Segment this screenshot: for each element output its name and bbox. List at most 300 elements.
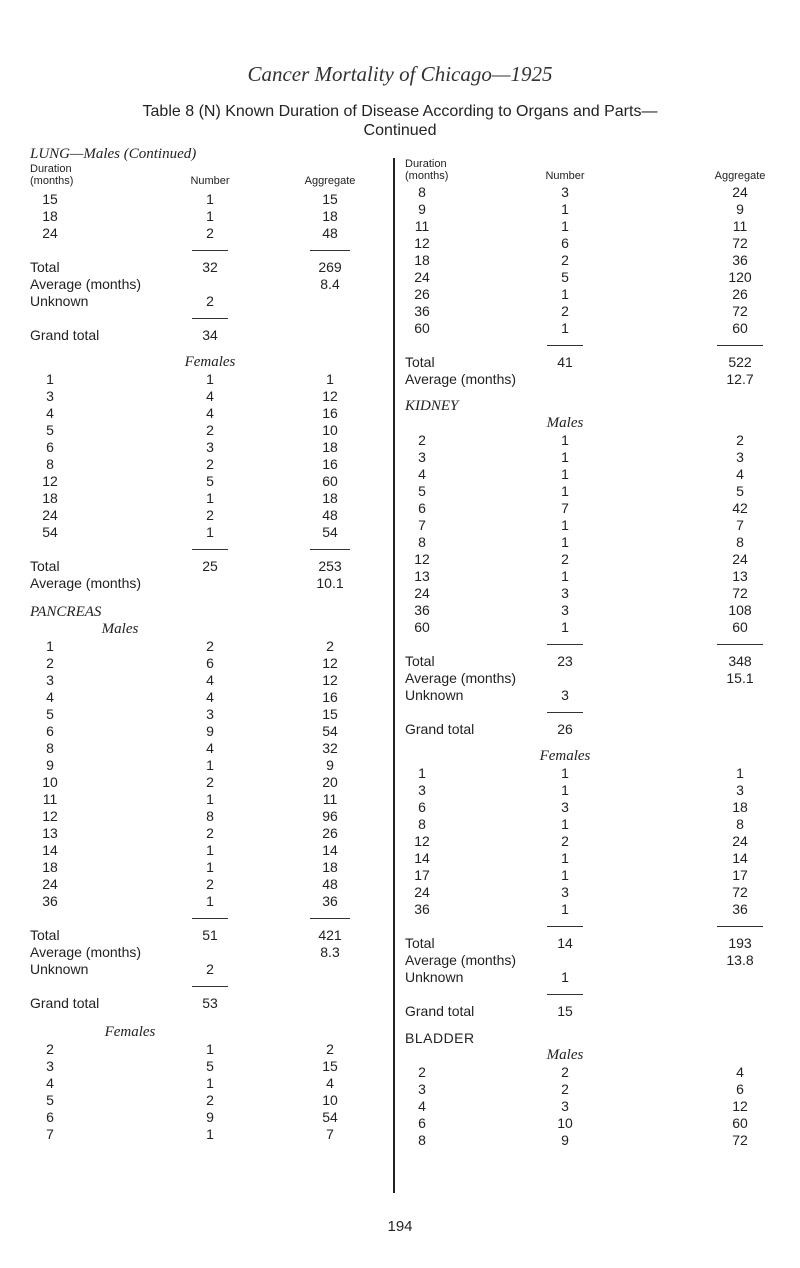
table-cell: 23 (557, 653, 573, 669)
table-cell: 72 (732, 303, 748, 319)
table-cell: 3 (418, 782, 426, 798)
table-cell: Total (30, 927, 60, 943)
table-cell: 8 (418, 534, 426, 550)
table-cell: 3 (418, 1081, 426, 1097)
lung-continued-rows (395, 184, 790, 337)
section-title-bladder (395, 1030, 790, 1047)
table-cell: 3 (736, 449, 744, 465)
table-cell: 8 (736, 534, 744, 550)
table-cell: 3 (561, 687, 569, 703)
table-cell: 2 (206, 825, 214, 841)
table-cell: 1 (46, 371, 54, 387)
table-cell: 15 (322, 191, 338, 207)
table-cell: Unknown (30, 293, 89, 309)
table-cell: BLADDER (405, 1030, 475, 1046)
table-row (395, 483, 790, 500)
table-row (395, 1081, 790, 1098)
table-row (395, 619, 790, 636)
table-row (30, 893, 380, 910)
table-cell: 36 (732, 901, 748, 917)
table-cell: 12 (322, 672, 338, 688)
left-column (30, 146, 380, 1143)
table-cell: 3 (561, 799, 569, 815)
table-cell: 6 (46, 439, 54, 455)
table-cell: 269 (318, 259, 342, 275)
table-cell: 2 (736, 432, 744, 448)
table-cell: 1 (206, 371, 214, 387)
table-cell: 60 (732, 619, 748, 635)
rule-row (30, 310, 380, 327)
table-row (30, 422, 380, 439)
table-cell: 18 (322, 208, 338, 224)
table-cell: 1 (206, 208, 214, 224)
table-cell: 1 (326, 371, 334, 387)
average-row (395, 952, 790, 969)
table-row (30, 655, 380, 672)
table-cell: 11 (732, 218, 748, 234)
table-cell: Males (101, 621, 139, 637)
table-cell: 17 (414, 867, 430, 883)
table-cell: 72 (732, 235, 748, 251)
rule-row (395, 337, 790, 354)
table-cell: 18 (42, 859, 58, 875)
table-cell: 12 (414, 235, 430, 251)
table-cell: 6 (46, 1109, 54, 1125)
table-cell: 1 (561, 765, 569, 781)
table-cell: 8 (206, 808, 214, 824)
table-cell: 12 (732, 1098, 748, 1114)
table-cell: 1 (206, 1075, 214, 1091)
table-cell: 24 (42, 225, 58, 241)
table-row (30, 672, 380, 689)
table-cell: 2 (206, 507, 214, 523)
table-cell: 108 (728, 602, 752, 618)
col-head-aggregate: Aggregate (714, 170, 766, 182)
table-cell: Average (months) (405, 371, 517, 387)
table-cell: 1 (206, 524, 214, 540)
table-cell: 3 (561, 1098, 569, 1114)
table-cell: 26 (557, 721, 573, 737)
table-cell: 72 (732, 884, 748, 900)
table-cell: 18 (322, 490, 338, 506)
table-cell: Grand total (30, 995, 100, 1011)
table-cell: 32 (202, 259, 218, 275)
table-cell: 5 (206, 1058, 214, 1074)
table-cell: 5 (736, 483, 744, 499)
sum-rule (547, 644, 583, 645)
table-cell: 4 (206, 740, 214, 756)
table-cell: 7 (418, 517, 426, 533)
section-title-kidney (395, 398, 790, 415)
table-cell: 18 (322, 439, 338, 455)
table-cell: 2 (561, 551, 569, 567)
spacer (30, 163, 380, 175)
table-cell: 5 (418, 483, 426, 499)
table-cell: 6 (736, 1081, 744, 1097)
table-cell: 24 (42, 507, 58, 523)
table-cell: 5 (206, 473, 214, 489)
table-cell: 2 (326, 638, 334, 654)
page-number: 194 (387, 1218, 413, 1235)
table-cell: 1 (736, 765, 744, 781)
table-cell: 54 (42, 524, 58, 540)
spacer (30, 175, 380, 191)
table-cell: 14 (42, 842, 58, 858)
table-cell: 4 (206, 672, 214, 688)
grand-total-row (30, 327, 380, 344)
table-cell: 11 (322, 791, 338, 807)
table-cell: 12 (42, 473, 58, 489)
table-cell: 1 (561, 867, 569, 883)
table-cell: 6 (418, 1115, 426, 1131)
table-cell: 10 (322, 1092, 338, 1108)
table-row (395, 1064, 790, 1081)
table-cell: 1 (561, 466, 569, 482)
table-cell: 36 (732, 252, 748, 268)
table-cell: 3 (561, 602, 569, 618)
table-cell: 1 (206, 191, 214, 207)
subheading-females (30, 1024, 380, 1041)
average-row (30, 276, 380, 293)
spacer (395, 170, 790, 184)
table-cell: 18 (322, 859, 338, 875)
table-cell: 2 (206, 1092, 214, 1108)
table-row (30, 456, 380, 473)
table-title-line2: Continued (363, 122, 437, 139)
subheading-males (395, 415, 790, 432)
table-cell: 12 (42, 808, 58, 824)
table-cell: 12 (322, 388, 338, 404)
table-cell: 8 (418, 816, 426, 832)
sum-rule (310, 549, 350, 550)
table-cell: 2 (326, 1041, 334, 1057)
table-cell: 16 (322, 405, 338, 421)
average-row (395, 371, 790, 388)
table-cell: 9 (561, 1132, 569, 1148)
table-cell: 1 (561, 568, 569, 584)
table-cell: 60 (322, 473, 338, 489)
table-cell: 13 (414, 568, 430, 584)
table-cell: 1 (206, 893, 214, 909)
rule-row (395, 918, 790, 935)
col-head-duration: Duration (405, 158, 447, 170)
total-row (395, 354, 790, 371)
table-cell: 13 (42, 825, 58, 841)
table-row (395, 1132, 790, 1149)
table-cell: 8 (418, 1132, 426, 1148)
table-cell: 7 (736, 517, 744, 533)
table-cell: 15 (322, 1058, 338, 1074)
table-cell: 10 (322, 422, 338, 438)
table-cell: 4 (206, 689, 214, 705)
table-cell: 14 (414, 850, 430, 866)
table-cell: 120 (728, 269, 752, 285)
unknown-row (395, 969, 790, 986)
table-cell: 253 (318, 558, 342, 574)
table-cell: 1 (561, 483, 569, 499)
table-cell: 7 (46, 1126, 54, 1142)
table-row (395, 534, 790, 551)
table-row (30, 774, 380, 791)
table-cell: 1 (561, 201, 569, 217)
table-cell: Unknown (405, 687, 464, 703)
table-cell: 10 (557, 1115, 573, 1131)
table-cell: 24 (414, 884, 430, 900)
table-cell: 26 (414, 286, 430, 302)
col-head-months: (months) (405, 170, 449, 182)
table-cell: 26 (322, 825, 338, 841)
table-cell: Average (months) (30, 944, 142, 960)
table-cell: 4 (736, 466, 744, 482)
table-cell: KIDNEY (405, 398, 459, 414)
table-cell: 8.3 (320, 944, 340, 960)
table-cell: 32 (322, 740, 338, 756)
table-cell: 60 (414, 619, 430, 635)
table-cell: 51 (202, 927, 218, 943)
table-cell: Males (546, 1047, 584, 1063)
table-cell: 24 (414, 269, 430, 285)
grand-total-row (30, 995, 380, 1012)
table-row (30, 225, 380, 242)
table-cell: 60 (732, 320, 748, 336)
table-cell: 15 (42, 191, 58, 207)
table-cell: 36 (414, 602, 430, 618)
sum-rule (192, 549, 228, 550)
table-cell: 36 (42, 893, 58, 909)
table-cell: 4 (206, 388, 214, 404)
table-cell: 9 (326, 757, 334, 773)
table-row (30, 208, 380, 225)
table-row (30, 388, 380, 405)
table-row (395, 568, 790, 585)
table-cell: 2 (206, 456, 214, 472)
table-cell: 15.1 (726, 670, 754, 686)
table-row (395, 867, 790, 884)
table-row (30, 876, 380, 893)
table-cell: 3 (736, 782, 744, 798)
table-cell: 36 (414, 303, 430, 319)
table-cell: 24 (732, 833, 748, 849)
pancreas-females-rows (30, 1041, 380, 1143)
sum-rule (717, 644, 763, 645)
table-row (395, 1098, 790, 1115)
table-cell: 5 (46, 706, 54, 722)
table-cell: 5 (46, 1092, 54, 1108)
sum-rule (310, 250, 350, 251)
table-cell: 1 (206, 1041, 214, 1057)
pancreas-males-rows (30, 638, 380, 910)
table-cell: 54 (322, 723, 338, 739)
table-cell: 24 (732, 551, 748, 567)
total-row (30, 259, 380, 276)
table-row (395, 799, 790, 816)
table-cell: 18 (42, 490, 58, 506)
table-cell: 3 (46, 1058, 54, 1074)
page-header: Cancer Mortality of Chicago—1925 (247, 62, 553, 86)
table-cell: 2 (561, 303, 569, 319)
table-cell: 4 (326, 1075, 334, 1091)
table-row (395, 303, 790, 320)
table-row (395, 551, 790, 568)
total-row (30, 558, 380, 575)
table-cell: Males (546, 415, 584, 431)
total-row (395, 935, 790, 952)
table-row (30, 473, 380, 490)
table-cell: 36 (322, 893, 338, 909)
sum-rule (547, 994, 583, 995)
table-cell: 60 (732, 1115, 748, 1131)
table-cell: 193 (728, 935, 752, 951)
right-column (393, 158, 790, 1193)
table-cell: 2 (206, 638, 214, 654)
table-cell: 11 (414, 218, 430, 234)
table-cell: 4 (46, 405, 54, 421)
table-cell: 4 (418, 466, 426, 482)
table-cell: 15 (322, 706, 338, 722)
table-row (30, 439, 380, 456)
table-cell: 10 (42, 774, 58, 790)
table-cell: Average (months) (30, 276, 142, 292)
table-row (30, 371, 380, 388)
table-cell: 48 (322, 876, 338, 892)
table-cell: 4 (206, 405, 214, 421)
table-cell: 1 (561, 901, 569, 917)
table-row (395, 602, 790, 619)
table-row (30, 191, 380, 208)
table-cell: 18 (42, 208, 58, 224)
table-row (30, 842, 380, 859)
table-cell: 1 (561, 816, 569, 832)
rule-row (395, 636, 790, 653)
table-cell: 48 (322, 225, 338, 241)
sum-rule (717, 345, 763, 346)
table-cell: 1 (561, 218, 569, 234)
unknown-row (395, 687, 790, 704)
table-cell: 1 (206, 490, 214, 506)
table-cell: 8 (418, 184, 426, 200)
table-cell: 24 (414, 585, 430, 601)
sum-rule (547, 712, 583, 713)
table-row (395, 320, 790, 337)
subheading-males (395, 1047, 790, 1064)
rule-row (395, 986, 790, 1003)
rule-row (395, 704, 790, 721)
table-row (30, 757, 380, 774)
table-cell: PANCREAS (30, 604, 102, 620)
table-cell: 4 (46, 1075, 54, 1091)
sum-rule (192, 318, 228, 319)
table-row (395, 235, 790, 252)
table-cell: 1 (561, 619, 569, 635)
table-row (395, 286, 790, 303)
table-cell: 16 (322, 689, 338, 705)
table-cell: 3 (46, 672, 54, 688)
table-cell: 13 (732, 568, 748, 584)
sum-rule (547, 926, 583, 927)
table-row (30, 808, 380, 825)
sum-rule (192, 918, 228, 919)
table-row (30, 740, 380, 757)
table-row (30, 524, 380, 541)
rule-row (30, 910, 380, 927)
table-cell: 9 (206, 723, 214, 739)
table-row (30, 1109, 380, 1126)
sum-rule (310, 918, 350, 919)
spacer (395, 158, 790, 170)
average-row (30, 575, 380, 592)
table-row (395, 850, 790, 867)
table-row (395, 449, 790, 466)
spacer (395, 1020, 790, 1030)
table-cell: 10.1 (316, 575, 344, 591)
table-cell: 18 (732, 799, 748, 815)
table-cell: 2 (206, 774, 214, 790)
table-cell: 24 (732, 184, 748, 200)
table-cell: 3 (206, 439, 214, 455)
table-cell: 42 (732, 500, 748, 516)
rule-row (30, 978, 380, 995)
table-cell: 8 (736, 816, 744, 832)
table-cell: 4 (736, 1064, 744, 1080)
sum-rule (192, 250, 228, 251)
table-cell: Total (405, 653, 435, 669)
table-row (395, 432, 790, 449)
table-row (395, 184, 790, 201)
table-cell: 14 (557, 935, 573, 951)
table-cell: 1 (561, 432, 569, 448)
table-row (395, 901, 790, 918)
table-cell: 2 (561, 1081, 569, 1097)
table-cell: 12.7 (726, 371, 754, 387)
table-cell: 1 (561, 850, 569, 866)
table-cell: 3 (206, 706, 214, 722)
table-cell: 54 (322, 524, 338, 540)
table-cell: Grand total (30, 327, 100, 343)
total-row (395, 653, 790, 670)
table-cell: Total (405, 354, 435, 370)
section-title-lung: LUNG—Males (Continued) (30, 146, 197, 162)
table-cell: 1 (206, 859, 214, 875)
rule-row (30, 541, 380, 558)
table-cell: 48 (322, 507, 338, 523)
table-cell: 1 (561, 286, 569, 302)
table-cell: 36 (414, 901, 430, 917)
table-cell: 6 (561, 235, 569, 251)
col-head-aggregate: Aggregate (304, 175, 356, 187)
sum-rule (717, 926, 763, 927)
table-cell: 5 (561, 269, 569, 285)
table-cell: 17 (732, 867, 748, 883)
table-row (30, 1075, 380, 1092)
table-cell: 3 (418, 449, 426, 465)
table-cell: 72 (732, 1132, 748, 1148)
kidney-females-rows (395, 765, 790, 918)
table-row (30, 490, 380, 507)
table-row (30, 791, 380, 808)
table-cell: 1 (561, 534, 569, 550)
spacer (395, 388, 790, 398)
table-cell: 3 (561, 184, 569, 200)
table-title (40, 102, 760, 140)
table-cell: 6 (206, 655, 214, 671)
subheading-females (30, 354, 380, 371)
table-cell: Average (months) (30, 575, 142, 591)
table-cell: 1 (206, 842, 214, 858)
table-cell: 2 (561, 1064, 569, 1080)
table-cell: 2 (206, 293, 214, 309)
table-row (30, 723, 380, 740)
table-cell: 9 (418, 201, 426, 217)
